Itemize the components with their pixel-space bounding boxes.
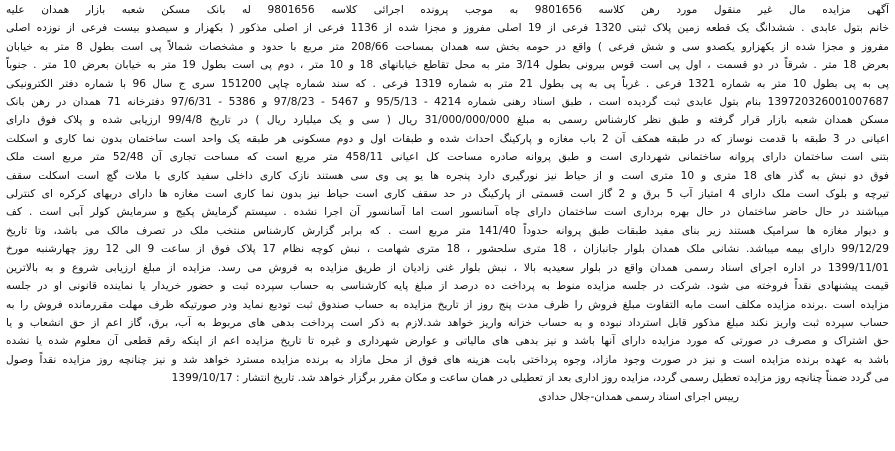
notice-line: اعیانی در 3 طبقه با قدمت نوساز که در طبقه همکف آن 2 باب مغازه و پارکینگ احداث شده و طبقات اول و دوم مسکونی هر طبقه یک واحد است ساختمان بدون نما کاری و اسکلت xyxy=(6,132,889,145)
notice-line: بتنی است ساختمان دارای پروانه ساختمانی شهرداری است و طبق پروانه صادره مساحت کل اعیانی 458/11 متر مربع است که مساحت تجاری آن 52/48 متر مربع است ملک xyxy=(6,151,889,164)
notice-body xyxy=(6,1,889,388)
notice-line: مسکن همدان شعبه بازار قرار گرفته و طبق نظر کارشناس رسمی به مبلغ 31/000/000/000 ریال ( سی و یک میلیارد ریال ) در تاریخ 99/4/8 ارزیابی شده و پلاک فوق دارای xyxy=(6,114,889,127)
notice-line: تیرچه و بلوک است ملک دارای 4 امتیاز آب 5 برق و 2 گاز است قسمتی از پارکینگ در حد سقف کاری است حیاط نیز بدون نما کاری است مغازه ها دارای دربهای کرکره ای کنترلی xyxy=(6,188,889,201)
notice-line: 99/12/29 دارای بیمه میباشد. نشانی ملک همدان بلوار جانبازان ، 18 متری سلحشور ، 18 متری شهامت ، نبش کوچه نظام 17 پلاک فوق از ساعت 9 الی 12 روز چهارشنبه مورخ xyxy=(6,243,889,256)
notice-line: مزایده است .برنده مزایده مکلف است مابه التفاوت مبلغ فروش را ظرف مدت پنج روز از تاریخ مزایده به حساب صندوق ثبت تودیع نماید ودر صورتیکه ظرف مهلت مقررمانده فروش را به xyxy=(6,298,889,311)
notice-line: می گردد ضمناً چنانچه روز مزایده تعطیل رسمی گردد، مزایده روز اداری بعد از تعطیلی در همان ساعت و مکان مقرر برگزار خواهد شد. تاریخ انتشار : 1399/10/17 xyxy=(171,372,889,385)
notice-line: مفروز و مجزا شده از یکهزارو یکصدو سی و شش فرعی ) واقع در حومه بخش سه همدان بمساحت 208/66 متر مربع با حدود و مشخصات شمالاً پی است بطول 8 متر به خیابان xyxy=(6,40,889,53)
notice-line: پی به پی بطول 10 متر به شماره 1321 فرعی . غرباً پی به پی بطول 21 متر به شماره 1319 فرعی . که سند شماره چاپی 151200 سری ج سال 96 با شماره دفتر الکترونیکی xyxy=(6,77,889,90)
notice-line: فوق دو نبش به گذر های 18 متری و 10 متری است و از حیاط نیز نورگیری دارد پنجره ها یو پی وی سی هستند نازک کاری داخلی سفید کاری با ملات گچ است اسکلت سقف xyxy=(6,169,889,182)
signature-line: رییس اجرای اسناد رسمی همدان-جلال حدادی xyxy=(538,390,739,403)
notice-line: خانم بتول عابدی . ششدانگ یک قطعه زمین پلاک ثبتی 1320 فرعی از 19 اصلی مفروز و مجزا شده از 1136 فرعی از اصلی مذکور ( بکهزار و سیصدو بیست فرعی از نوزده اصلی xyxy=(6,22,889,35)
notice-line: و دیوار مغازه ها سرامیک هستند زیر بنای مفید طبقات طبق پروانه حدوداً 141/40 متر مربع است . که برابر گزارش کارشناس منتخب ملک در تصرف مالک می باشد، وتا تاریخ xyxy=(6,224,889,237)
notice-line: باشد به عهده برنده مزایده است و نیز در صورت وجود مازاد، وجوه پرداختی بابت هزینه های فوق از محل مازاد به برنده مزایده مسترد خواهد شد و نیز چنانچه روز مزایده نقداً وصول xyxy=(6,353,889,366)
notice-line: 1399/11/01 در اداره اجرای اسناد رسمی همدان واقع در بلوار سعیدیه بالا ، نبش بلوار غنی زادیان از طریق مزایده به فروش می رسد. مزایده از مبلغ ارزیابی شروع و به بالاترین xyxy=(6,261,889,274)
notice-line: قیمت پیشنهادی نقداً فروخته می شود. شرکت در جلسه مزایده منوط به پرداخت ده درصد از مبلغ پایه کارشناسی به حساب سپرده ثبت و حضور خریدار یا نماینده قانونی او در جلسه xyxy=(6,280,889,293)
notice-line: حق اشتراک و مصرف در صورتی که مورد مزایده دارای آنها باشد و نیز بدهی های مالیاتی و عوارض شهرداری و غیره تا تاریخ مزایده اعم از اینکه رقم قطعی آن معلوم شده یا نشده xyxy=(6,335,889,348)
notice-line: 139720326001007687 بنام بتول عابدی ثبت گردیده است ، طبق اسناد رهنی شماره 4214 - 95/5/13 و 5467 - 97/8/23 و 5386 - 97/6/31 دفترخانه 71 همدان در رهن بانک xyxy=(6,96,889,109)
notice-line: آگهی مزایده مال غیر منقول مورد رهن کلاسه 9801656 به موجب پرونده اجرائی کلاسه 9801656 له بانک مسکن شعبه بازار همدان علیه xyxy=(6,4,889,16)
notice-line: بعرض 18 متر . شرقاً در دو قسمت ، اول پی است قوس بیرونی بطول 3/14 متر به محل تقاطع خیابانهای 18 و 10 متر ، دوم پی است بطول 19 متر به خیابان بعرض 10 متر . جنوباً xyxy=(6,59,889,72)
notice-line: حساب سپرده ثبت واریز نکند مبلغ مذکور قابل استرداد نبوده و به حساب خزانه واریز خواهد شد.لازم به ذکر است پرداخت بدهی های مربوط به آب، برق، گاز اعم از حق انشعاب و یا xyxy=(6,316,889,329)
notice-line: میباشند در حال حاضر ساختمان در حال بهره برداری است ساختمان دارای چاه آسانسور است اما آسانسور آن اجرا نشده . سیستم گرمایش پکیج و سرمایش کولر آبی است . کف xyxy=(6,206,889,219)
